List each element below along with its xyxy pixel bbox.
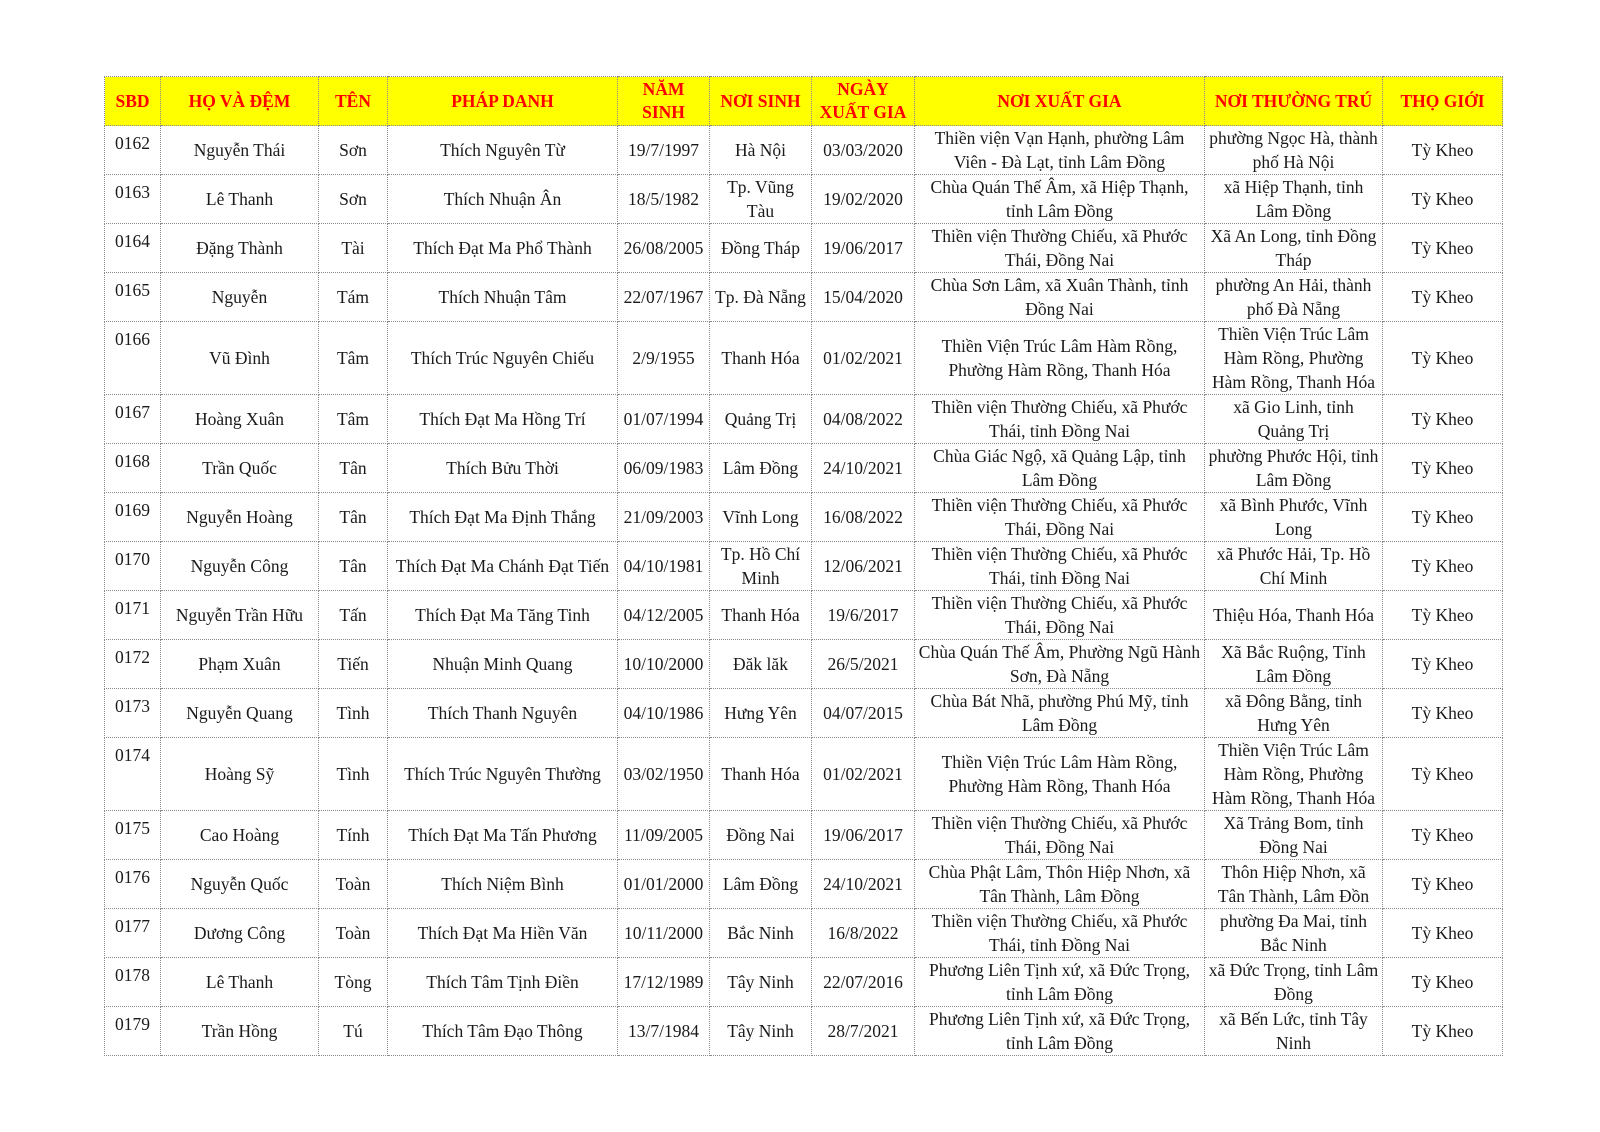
cell-ngay-xuat-gia: 19/06/2017: [812, 224, 915, 273]
cell-noi-sinh: Bắc Ninh: [710, 909, 812, 958]
header-sbd: SBD: [105, 77, 161, 126]
cell-noi-xuat-gia: Thiền viện Thường Chiếu, xã Phước Thái, tỉnh Đồng Nai: [915, 395, 1205, 444]
cell-ho-va-dem: Vũ Đình: [161, 322, 319, 395]
table-row: [105, 224, 1503, 273]
cell-ho-va-dem: Nguyễn Công: [161, 542, 319, 591]
cell-noi-xuat-gia: Thiền Viện Trúc Lâm Hàm Rồng, Phường Hàm Rồng, Thanh Hóa: [915, 322, 1205, 395]
cell-tho-gioi: Tỳ Kheo: [1383, 738, 1503, 811]
cell-noi-thuong-tru: xã Gio Linh, tỉnh Quảng Trị: [1205, 395, 1383, 444]
cell-nam-sinh: 19/7/1997: [618, 126, 710, 175]
cell-tho-gioi: Tỳ Kheo: [1383, 591, 1503, 640]
cell-ten: Toàn: [319, 909, 388, 958]
cell-phap-danh: Thích Đạt Ma Hiền Văn: [388, 909, 618, 958]
cell-nam-sinh: 01/01/2000: [618, 860, 710, 909]
cell-nam-sinh: 2/9/1955: [618, 322, 710, 395]
header-nam-sinh: NĂM SINH: [618, 77, 710, 126]
cell-tho-gioi: Tỳ Kheo: [1383, 640, 1503, 689]
cell-noi-xuat-gia: Chùa Bát Nhã, phường Phú Mỹ, tỉnh Lâm Đồng: [915, 689, 1205, 738]
cell-phap-danh: Thích Nhuận Tâm: [388, 273, 618, 322]
cell-sbd: 0179: [105, 1007, 161, 1056]
table-row: [105, 395, 1503, 444]
roster-table: [104, 76, 1503, 1056]
cell-tho-gioi: Tỳ Kheo: [1383, 493, 1503, 542]
cell-noi-xuat-gia: Phương Liên Tịnh xứ, xã Đức Trọng, tỉnh Lâm Đồng: [915, 958, 1205, 1007]
cell-ten: Tình: [319, 689, 388, 738]
cell-ngay-xuat-gia: 16/8/2022: [812, 909, 915, 958]
cell-ten: Tân: [319, 493, 388, 542]
cell-ngay-xuat-gia: 04/07/2015: [812, 689, 915, 738]
roster-sheet: [104, 76, 1502, 1056]
cell-noi-thuong-tru: xã Bến Lức, tỉnh Tây Ninh: [1205, 1007, 1383, 1056]
cell-noi-sinh: Hưng Yên: [710, 689, 812, 738]
cell-noi-thuong-tru: phường Phước Hội, tỉnh Lâm Đồng: [1205, 444, 1383, 493]
header-row: [105, 77, 1503, 126]
cell-noi-thuong-tru: Xã Trảng Bom, tỉnh Đồng Nai: [1205, 811, 1383, 860]
cell-nam-sinh: 04/10/1986: [618, 689, 710, 738]
cell-ngay-xuat-gia: 01/02/2021: [812, 322, 915, 395]
cell-tho-gioi: Tỳ Kheo: [1383, 542, 1503, 591]
cell-phap-danh: Thích Tâm Đạo Thông: [388, 1007, 618, 1056]
roster-body: [105, 126, 1503, 1056]
table-row: [105, 811, 1503, 860]
cell-nam-sinh: 11/09/2005: [618, 811, 710, 860]
cell-ngay-xuat-gia: 15/04/2020: [812, 273, 915, 322]
cell-tho-gioi: Tỳ Kheo: [1383, 273, 1503, 322]
cell-ho-va-dem: Trần Hồng: [161, 1007, 319, 1056]
cell-phap-danh: Thích Nhuận Ân: [388, 175, 618, 224]
cell-ten: Tấn: [319, 591, 388, 640]
cell-noi-xuat-gia: Thiền viện Thường Chiếu, xã Phước Thái, tỉnh Đồng Nai: [915, 909, 1205, 958]
cell-noi-xuat-gia: Chùa Phật Lâm, Thôn Hiệp Nhơn, xã Tân Thành, Lâm Đồng: [915, 860, 1205, 909]
cell-ho-va-dem: Dương Công: [161, 909, 319, 958]
cell-ten: Tình: [319, 738, 388, 811]
cell-ho-va-dem: Nguyễn Quốc: [161, 860, 319, 909]
cell-sbd: 0168: [105, 444, 161, 493]
cell-noi-xuat-gia: Thiền viện Vạn Hạnh, phường Lâm Viên - Đà Lạt, tỉnh Lâm Đồng: [915, 126, 1205, 175]
cell-ho-va-dem: Trần Quốc: [161, 444, 319, 493]
cell-phap-danh: Thích Trúc Nguyên Chiếu: [388, 322, 618, 395]
cell-nam-sinh: 06/09/1983: [618, 444, 710, 493]
table-row: [105, 542, 1503, 591]
cell-tho-gioi: Tỳ Kheo: [1383, 909, 1503, 958]
cell-noi-thuong-tru: phường Đa Mai, tỉnh Bắc Ninh: [1205, 909, 1383, 958]
cell-phap-danh: Thích Đạt Ma Tăng Tinh: [388, 591, 618, 640]
header-noi-xuat-gia: NƠI XUẤT GIA: [915, 77, 1205, 126]
cell-ten: Tân: [319, 542, 388, 591]
cell-tho-gioi: Tỳ Kheo: [1383, 958, 1503, 1007]
header-ten: TÊN: [319, 77, 388, 126]
cell-nam-sinh: 03/02/1950: [618, 738, 710, 811]
cell-sbd: 0177: [105, 909, 161, 958]
cell-ten: Sơn: [319, 126, 388, 175]
cell-ngay-xuat-gia: 04/08/2022: [812, 395, 915, 444]
cell-noi-sinh: Tây Ninh: [710, 1007, 812, 1056]
cell-ho-va-dem: Hoàng Xuân: [161, 395, 319, 444]
cell-noi-thuong-tru: Xã An Long, tỉnh Đồng Tháp: [1205, 224, 1383, 273]
cell-ten: Tính: [319, 811, 388, 860]
cell-nam-sinh: 13/7/1984: [618, 1007, 710, 1056]
cell-sbd: 0169: [105, 493, 161, 542]
cell-ho-va-dem: Lê Thanh: [161, 958, 319, 1007]
header-ngay-xuat-gia: NGÀY XUẤT GIA: [812, 77, 915, 126]
cell-ngay-xuat-gia: 26/5/2021: [812, 640, 915, 689]
cell-noi-sinh: Quảng Trị: [710, 395, 812, 444]
cell-ngay-xuat-gia: 16/08/2022: [812, 493, 915, 542]
cell-noi-thuong-tru: Thiền Viện Trúc Lâm Hàm Rồng, Phường Hàm Rồng, Thanh Hóa: [1205, 322, 1383, 395]
cell-sbd: 0165: [105, 273, 161, 322]
cell-sbd: 0163: [105, 175, 161, 224]
cell-ho-va-dem: Cao Hoàng: [161, 811, 319, 860]
cell-phap-danh: Thích Niệm Bình: [388, 860, 618, 909]
cell-sbd: 0164: [105, 224, 161, 273]
cell-noi-xuat-gia: Thiền viện Thường Chiếu, xã Phước Thái, tỉnh Đồng Nai: [915, 542, 1205, 591]
cell-phap-danh: Thích Thanh Nguyên: [388, 689, 618, 738]
cell-ho-va-dem: Lê Thanh: [161, 175, 319, 224]
cell-phap-danh: Thích Đạt Ma Định Thắng: [388, 493, 618, 542]
table-row: [105, 591, 1503, 640]
table-row: [105, 273, 1503, 322]
cell-noi-sinh: Tây Ninh: [710, 958, 812, 1007]
cell-noi-xuat-gia: Thiền viện Thường Chiếu, xã Phước Thái, Đồng Nai: [915, 811, 1205, 860]
table-row: [105, 175, 1503, 224]
cell-nam-sinh: 17/12/1989: [618, 958, 710, 1007]
header-phap-danh: PHÁP DANH: [388, 77, 618, 126]
header-noi-sinh: NƠI SINH: [710, 77, 812, 126]
cell-tho-gioi: Tỳ Kheo: [1383, 224, 1503, 273]
cell-phap-danh: Thích Trúc Nguyên Thường: [388, 738, 618, 811]
cell-ten: Tám: [319, 273, 388, 322]
cell-tho-gioi: Tỳ Kheo: [1383, 395, 1503, 444]
cell-tho-gioi: Tỳ Kheo: [1383, 175, 1503, 224]
cell-ngay-xuat-gia: 24/10/2021: [812, 444, 915, 493]
cell-noi-thuong-tru: phường Ngọc Hà, thành phố Hà Nội: [1205, 126, 1383, 175]
cell-noi-sinh: Lâm Đồng: [710, 444, 812, 493]
cell-noi-thuong-tru: Thiệu Hóa, Thanh Hóa: [1205, 591, 1383, 640]
cell-ngay-xuat-gia: 19/02/2020: [812, 175, 915, 224]
cell-noi-xuat-gia: Thiền viện Thường Chiếu, xã Phước Thái, Đồng Nai: [915, 493, 1205, 542]
cell-ho-va-dem: Nguyễn Quang: [161, 689, 319, 738]
cell-ho-va-dem: Nguyễn Hoàng: [161, 493, 319, 542]
cell-ten: Tòng: [319, 958, 388, 1007]
table-row: [105, 444, 1503, 493]
cell-noi-xuat-gia: Thiền viện Thường Chiếu, xã Phước Thái, Đồng Nai: [915, 224, 1205, 273]
cell-sbd: 0167: [105, 395, 161, 444]
cell-sbd: 0162: [105, 126, 161, 175]
cell-sbd: 0176: [105, 860, 161, 909]
cell-noi-sinh: Tp. Hồ Chí Minh: [710, 542, 812, 591]
cell-noi-xuat-gia: Thiền Viện Trúc Lâm Hàm Rồng, Phường Hàm Rồng, Thanh Hóa: [915, 738, 1205, 811]
table-row: [105, 860, 1503, 909]
cell-noi-xuat-gia: Chùa Quán Thế Âm, xã Hiệp Thạnh, tỉnh Lâm Đồng: [915, 175, 1205, 224]
cell-tho-gioi: Tỳ Kheo: [1383, 811, 1503, 860]
header-tho-gioi: THỌ GIỚI: [1383, 77, 1503, 126]
cell-phap-danh: Thích Tâm Tịnh Điền: [388, 958, 618, 1007]
cell-ngay-xuat-gia: 22/07/2016: [812, 958, 915, 1007]
table-row: [105, 958, 1503, 1007]
cell-ten: Tiến: [319, 640, 388, 689]
cell-ngay-xuat-gia: 24/10/2021: [812, 860, 915, 909]
cell-ngay-xuat-gia: 19/06/2017: [812, 811, 915, 860]
table-row: [105, 493, 1503, 542]
cell-ten: Tâm: [319, 395, 388, 444]
cell-noi-sinh: Hà Nội: [710, 126, 812, 175]
cell-phap-danh: Thích Đạt Ma Tấn Phương: [388, 811, 618, 860]
cell-nam-sinh: 18/5/1982: [618, 175, 710, 224]
cell-sbd: 0166: [105, 322, 161, 395]
cell-sbd: 0175: [105, 811, 161, 860]
cell-noi-xuat-gia: Chùa Sơn Lâm, xã Xuân Thành, tỉnh Đồng Nai: [915, 273, 1205, 322]
cell-noi-sinh: Thanh Hóa: [710, 591, 812, 640]
cell-noi-sinh: Tp. Đà Nẵng: [710, 273, 812, 322]
header-noi-thuong-tru: NƠI THƯỜNG TRÚ: [1205, 77, 1383, 126]
cell-phap-danh: Thích Đạt Ma Phổ Thành: [388, 224, 618, 273]
cell-noi-thuong-tru: Xã Bắc Ruộng, Tỉnh Lâm Đồng: [1205, 640, 1383, 689]
cell-ten: Tú: [319, 1007, 388, 1056]
cell-nam-sinh: 10/10/2000: [618, 640, 710, 689]
cell-nam-sinh: 01/07/1994: [618, 395, 710, 444]
cell-noi-thuong-tru: xã Hiệp Thạnh, tỉnh Lâm Đồng: [1205, 175, 1383, 224]
cell-ho-va-dem: Hoàng Sỹ: [161, 738, 319, 811]
cell-nam-sinh: 10/11/2000: [618, 909, 710, 958]
cell-phap-danh: Thích Nguyên Từ: [388, 126, 618, 175]
cell-ngay-xuat-gia: 12/06/2021: [812, 542, 915, 591]
cell-tho-gioi: Tỳ Kheo: [1383, 444, 1503, 493]
table-row: [105, 126, 1503, 175]
header-ho-va-dem: HỌ VÀ ĐỆM: [161, 77, 319, 126]
cell-ho-va-dem: Phạm Xuân: [161, 640, 319, 689]
cell-noi-sinh: Đồng Tháp: [710, 224, 812, 273]
cell-noi-xuat-gia: Phương Liên Tịnh xứ, xã Đức Trọng, tỉnh Lâm Đồng: [915, 1007, 1205, 1056]
table-row: [105, 1007, 1503, 1056]
cell-tho-gioi: Tỳ Kheo: [1383, 689, 1503, 738]
cell-ten: Tài: [319, 224, 388, 273]
cell-ten: Toàn: [319, 860, 388, 909]
cell-sbd: 0174: [105, 738, 161, 811]
cell-nam-sinh: 21/09/2003: [618, 493, 710, 542]
cell-phap-danh: Thích Đạt Ma Hồng Trí: [388, 395, 618, 444]
cell-tho-gioi: Tỳ Kheo: [1383, 860, 1503, 909]
table-row: [105, 640, 1503, 689]
cell-ngay-xuat-gia: 03/03/2020: [812, 126, 915, 175]
cell-ngay-xuat-gia: 01/02/2021: [812, 738, 915, 811]
table-row: [105, 909, 1503, 958]
table-row: [105, 689, 1503, 738]
cell-phap-danh: Thích Đạt Ma Chánh Đạt Tiến: [388, 542, 618, 591]
cell-noi-thuong-tru: Thiền Viện Trúc Lâm Hàm Rồng, Phường Hàm Rồng, Thanh Hóa: [1205, 738, 1383, 811]
cell-noi-thuong-tru: xã Phước Hải, Tp. Hồ Chí Minh: [1205, 542, 1383, 591]
cell-noi-thuong-tru: Thôn Hiệp Nhơn, xã Tân Thành, Lâm Đồn: [1205, 860, 1383, 909]
cell-noi-xuat-gia: Thiền viện Thường Chiếu, xã Phước Thái, Đồng Nai: [915, 591, 1205, 640]
cell-ho-va-dem: Đặng Thành: [161, 224, 319, 273]
cell-noi-thuong-tru: phường An Hải, thành phố Đà Nẵng: [1205, 273, 1383, 322]
cell-tho-gioi: Tỳ Kheo: [1383, 126, 1503, 175]
cell-noi-sinh: Vĩnh Long: [710, 493, 812, 542]
cell-ngay-xuat-gia: 19/6/2017: [812, 591, 915, 640]
cell-sbd: 0178: [105, 958, 161, 1007]
cell-ten: Tân: [319, 444, 388, 493]
cell-ho-va-dem: Nguyễn Trần Hữu: [161, 591, 319, 640]
cell-nam-sinh: 22/07/1967: [618, 273, 710, 322]
cell-ten: Tâm: [319, 322, 388, 395]
cell-sbd: 0170: [105, 542, 161, 591]
cell-ngay-xuat-gia: 28/7/2021: [812, 1007, 915, 1056]
cell-noi-thuong-tru: xã Đức Trọng, tỉnh Lâm Đồng: [1205, 958, 1383, 1007]
cell-phap-danh: Nhuận Minh Quang: [388, 640, 618, 689]
cell-ten: Sơn: [319, 175, 388, 224]
cell-noi-xuat-gia: Chùa Quán Thế Âm, Phường Ngũ Hành Sơn, Đà Nẵng: [915, 640, 1205, 689]
cell-sbd: 0171: [105, 591, 161, 640]
cell-noi-thuong-tru: xã Bình Phước, Vĩnh Long: [1205, 493, 1383, 542]
cell-sbd: 0173: [105, 689, 161, 738]
cell-ho-va-dem: Nguyễn: [161, 273, 319, 322]
cell-phap-danh: Thích Bửu Thời: [388, 444, 618, 493]
cell-noi-sinh: Tp. Vũng Tàu: [710, 175, 812, 224]
cell-noi-thuong-tru: xã Đông Bằng, tỉnh Hưng Yên: [1205, 689, 1383, 738]
cell-tho-gioi: Tỳ Kheo: [1383, 322, 1503, 395]
cell-noi-sinh: Lâm Đồng: [710, 860, 812, 909]
cell-sbd: 0172: [105, 640, 161, 689]
cell-noi-xuat-gia: Chùa Giác Ngộ, xã Quảng Lập, tỉnh Lâm Đồng: [915, 444, 1205, 493]
table-row: [105, 738, 1503, 811]
cell-noi-sinh: Thanh Hóa: [710, 738, 812, 811]
cell-tho-gioi: Tỳ Kheo: [1383, 1007, 1503, 1056]
cell-ho-va-dem: Nguyễn Thái: [161, 126, 319, 175]
cell-nam-sinh: 04/10/1981: [618, 542, 710, 591]
cell-nam-sinh: 04/12/2005: [618, 591, 710, 640]
cell-nam-sinh: 26/08/2005: [618, 224, 710, 273]
table-row: [105, 322, 1503, 395]
cell-noi-sinh: Đăk lăk: [710, 640, 812, 689]
cell-noi-sinh: Thanh Hóa: [710, 322, 812, 395]
cell-noi-sinh: Đồng Nai: [710, 811, 812, 860]
